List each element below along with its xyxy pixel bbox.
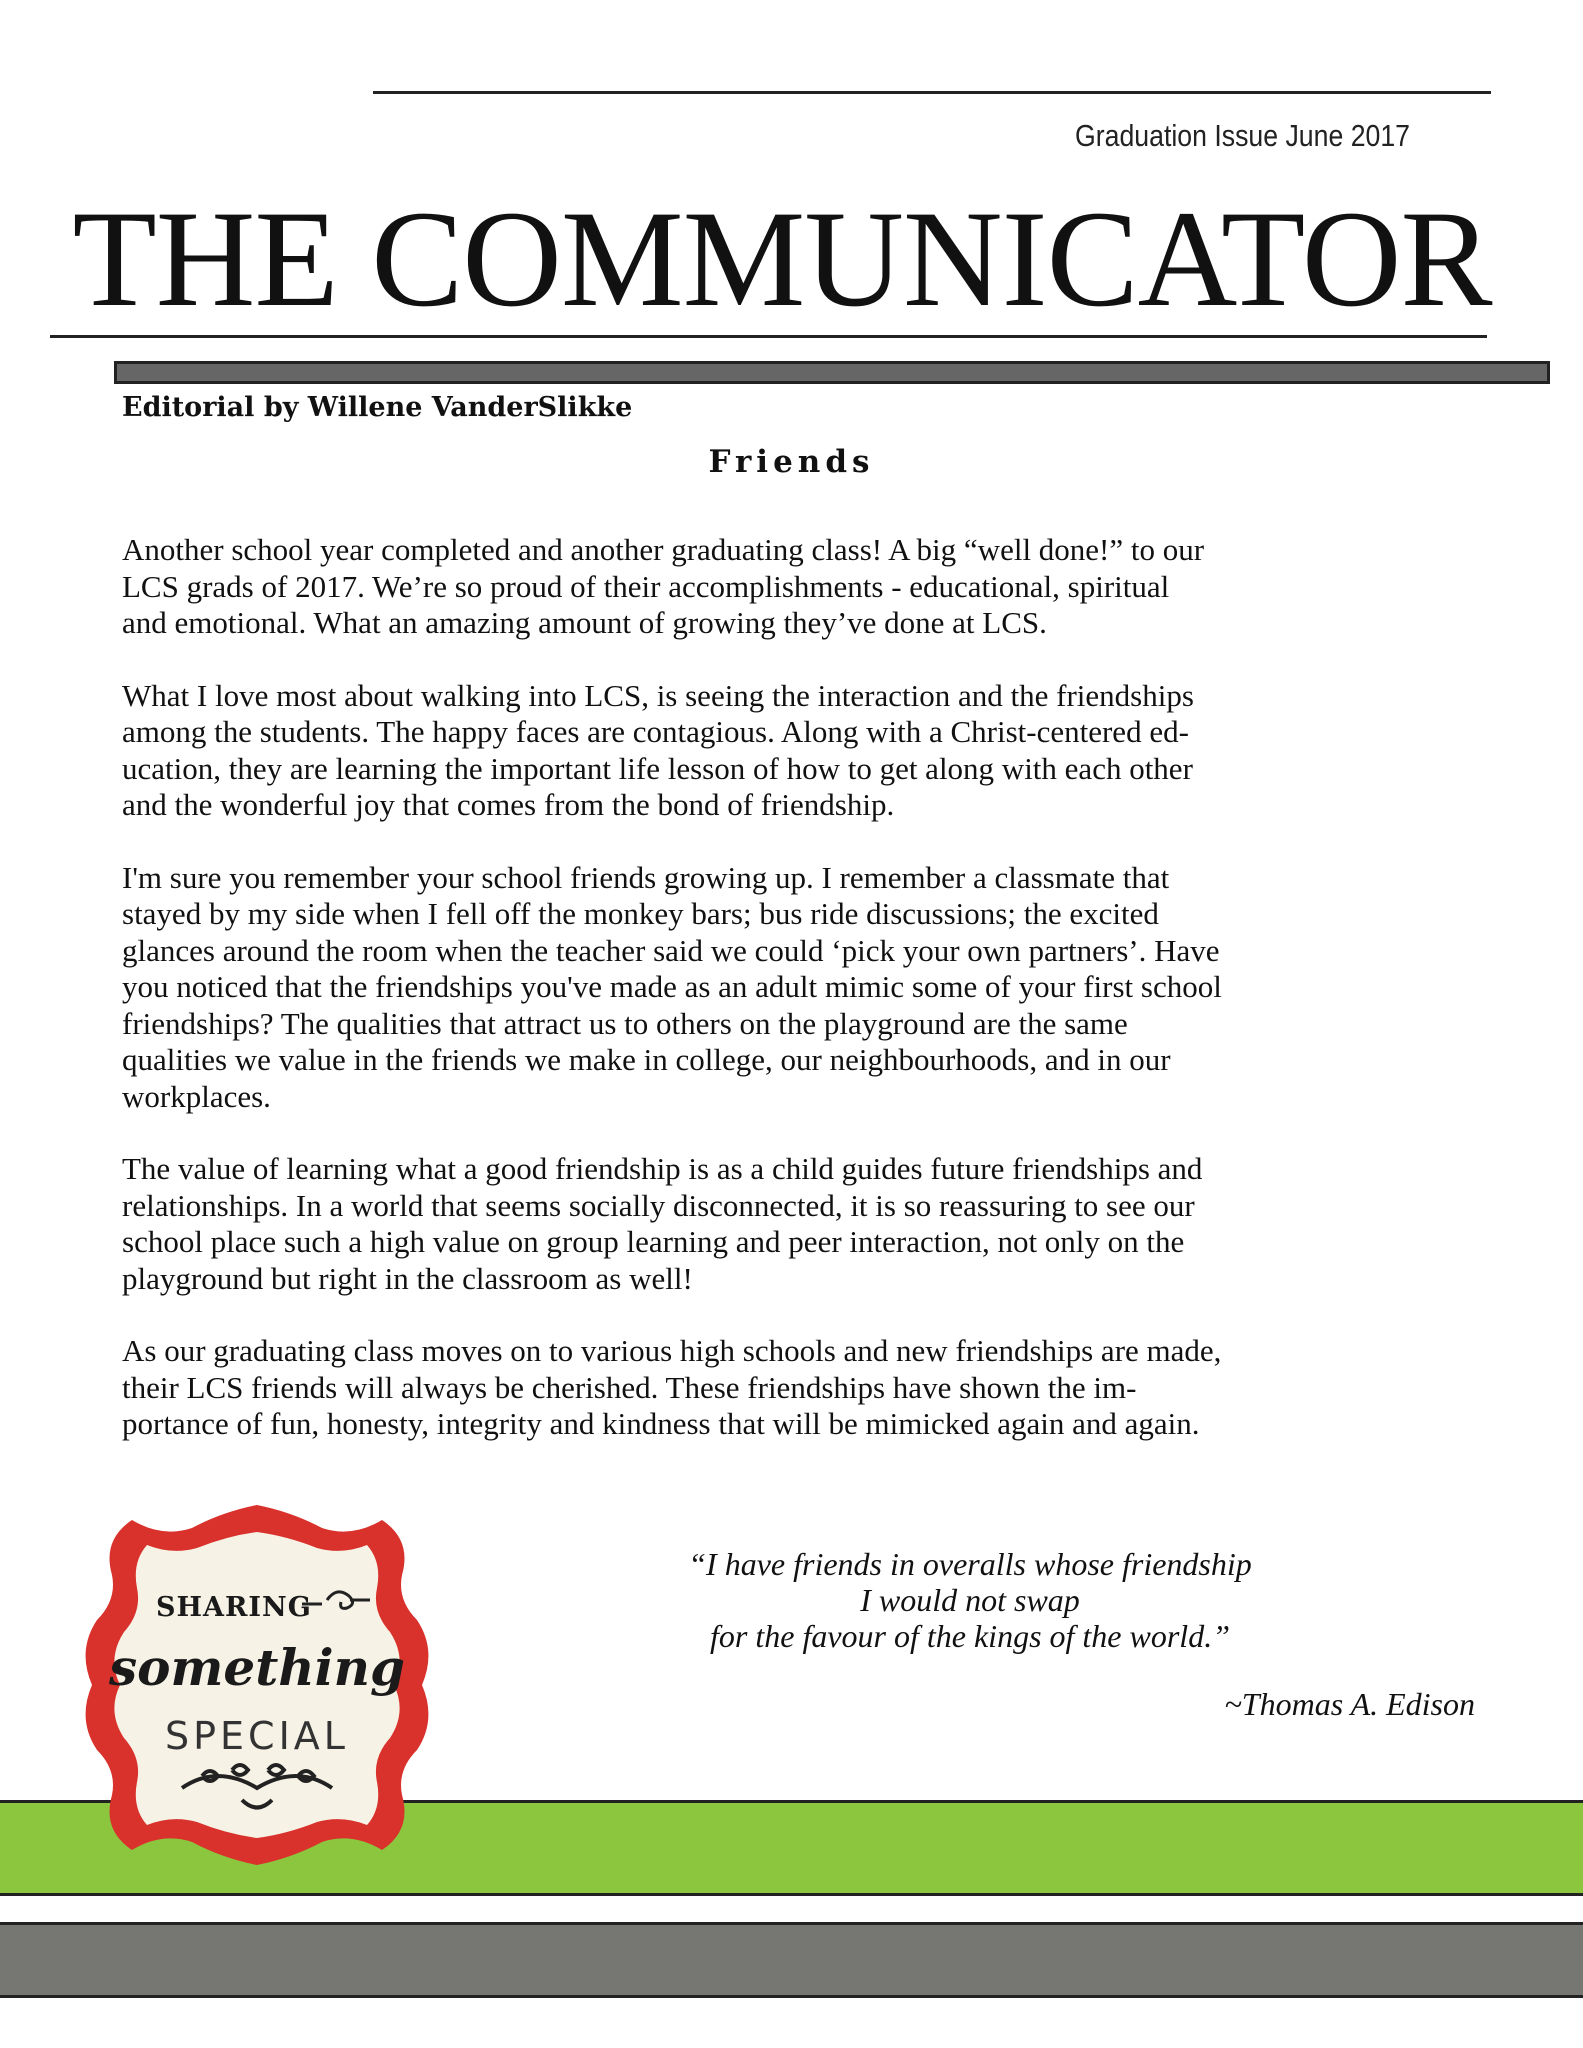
paragraph: Another school year completed and another graduating class! A big “well done!” to our LCS grads of 2017. We’re so proud of their accomplishments - educational, spiritual and emotional. What an amazing amount of growing they’ve done at LCS. xyxy=(122,532,1205,640)
badge-line-special: SPECIAL xyxy=(165,1714,349,1758)
paragraph: The value of learning what a good friendship is as a child guides future friendships and relationships. In a world that seems socially disconnected, it is so reassuring to see our school place such a high value on group learning and peer interaction, not only on the playground but right in the classroom as well! xyxy=(122,1151,1203,1296)
quote-line: I would not swap xyxy=(860,1582,1080,1618)
badge-text xyxy=(72,1500,442,1870)
quote-attribution: ~Thomas A. Edison xyxy=(1224,1686,1475,1722)
header-divider-bar xyxy=(114,361,1550,384)
badge-line-something: something xyxy=(109,1638,405,1697)
paragraph: As our graduating class moves on to various high schools and new friendships are made, their LCS friends will always be cherished. These friendships have shown the im- portance of fun, honesty, integrity and kindness that will be mimicked again and again. xyxy=(122,1333,1222,1441)
issue-label: Graduation Issue June 2017 xyxy=(1075,118,1410,153)
article-headline: Friends xyxy=(708,444,875,480)
masthead-title: THE COMMUNICATOR xyxy=(72,182,1492,335)
editorial-byline: Editorial by Willene VanderSlikke xyxy=(122,392,633,423)
article-body xyxy=(122,532,1490,1479)
quote-line: for the favour of the kings of the world.” xyxy=(710,1618,1230,1654)
paragraph: I'm sure you remember your school friends growing up. I remember a classmate that stayed by my side when I fell off the monkey bars; bus ride discussions; the excited glances around the room when the teacher said we could ‘pick your own partners’. Have you noticed that the friendships you've made as an adult mimic some of your first school friendships? The qualities that attract us to others on the playground are the same qualities we value in the friends we make in college, our neighbourhoods, and in our workplaces. xyxy=(122,859,1222,1114)
badge-line-sharing: SHARING xyxy=(156,1592,312,1623)
masthead-rule xyxy=(50,335,1487,338)
top-rule xyxy=(373,91,1491,94)
grey-band xyxy=(0,1922,1583,1998)
quote-line: “I have friends in overalls whose friendship xyxy=(688,1546,1252,1582)
paragraph: What I love most about walking into LCS, is seeing the interaction and the friendships among the students. The happy faces are contagious. Along with a Christ-centered ed- ucation, they are learning the important life lesson of how to get along with each other and the wonderful joy that comes from the bond of friendship. xyxy=(122,677,1194,822)
edison-quote xyxy=(590,1546,1350,1654)
